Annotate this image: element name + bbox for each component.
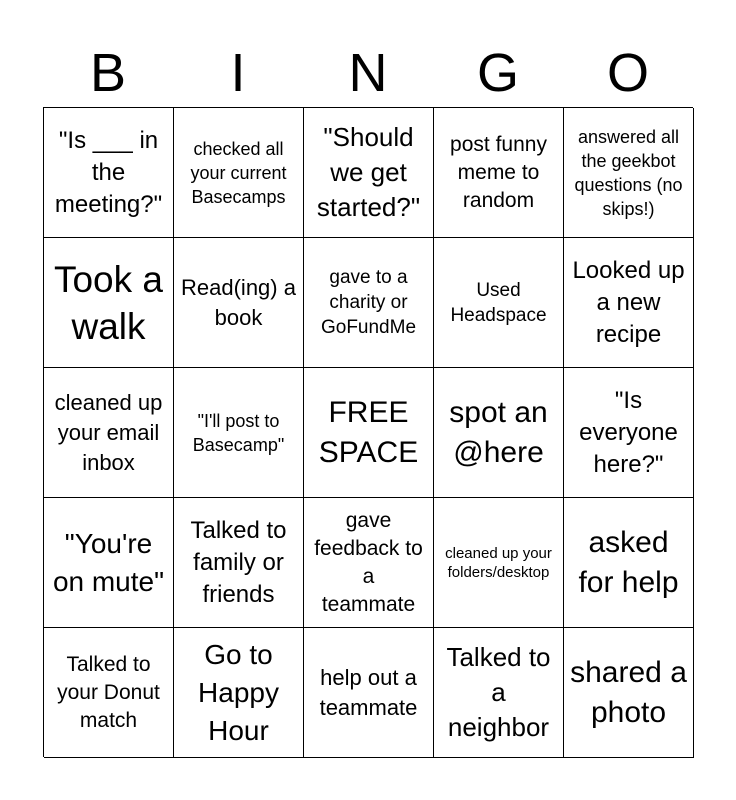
cell-text: checked all your current Basecamps bbox=[190, 138, 287, 207]
header-letter-n: N bbox=[348, 43, 388, 103]
cell-text: cleaned up your folders/desktop bbox=[445, 544, 552, 581]
cell-text: help out a teammate bbox=[319, 664, 418, 720]
cell-text: Used Headspace bbox=[450, 279, 547, 326]
bingo-cell-r2-c3[interactable] bbox=[304, 238, 434, 368]
cell-text: answered all the geekbot questions (no skips!) bbox=[574, 126, 683, 219]
bingo-cell-r3-c2[interactable] bbox=[174, 368, 304, 498]
cell-text: Looked up a new recipe bbox=[572, 256, 685, 348]
cell-text: Read(ing) a book bbox=[181, 274, 296, 330]
cell-text: post funny meme to random bbox=[450, 132, 547, 212]
cell-text: Go to Happy Hour bbox=[198, 638, 279, 746]
cell-text: "You're on mute" bbox=[52, 527, 165, 597]
bingo-cell-r2-c2[interactable] bbox=[174, 238, 304, 368]
cell-text: "Is ___ in the meeting?" bbox=[54, 126, 163, 218]
cell-text: Talked to family or friends bbox=[190, 516, 287, 608]
cell-text: gave feedback to a teammate bbox=[314, 508, 423, 616]
bingo-cell-r3-c4[interactable] bbox=[434, 368, 564, 498]
bingo-cell-r1-c2[interactable] bbox=[174, 108, 304, 238]
cell-text: "I'll post to Basecamp" bbox=[192, 410, 285, 455]
bingo-cell-r5-c5[interactable] bbox=[564, 628, 694, 758]
cell-text: "Is everyone here?" bbox=[579, 386, 678, 478]
bingo-cell-r4-c3[interactable] bbox=[304, 498, 434, 628]
bingo-cell-r3-c3[interactable] bbox=[304, 368, 434, 498]
cell-text: spot an @here bbox=[449, 395, 548, 469]
bingo-cell-r2-c4[interactable] bbox=[434, 238, 564, 368]
bingo-cell-r1-c1[interactable] bbox=[44, 108, 174, 238]
header-letter-b: B bbox=[89, 43, 127, 103]
header-letter-g: G bbox=[476, 43, 519, 103]
cell-text: Took a walk bbox=[53, 258, 163, 347]
cell-text: "Should we get started?" bbox=[316, 122, 421, 222]
bingo-cell-r3-c1[interactable] bbox=[44, 368, 174, 498]
bingo-cell-r3-c5[interactable] bbox=[564, 368, 694, 498]
bingo-cell-r5-c1[interactable] bbox=[44, 628, 174, 758]
bingo-cell-r1-c4[interactable] bbox=[434, 108, 564, 238]
bingo-grid bbox=[43, 107, 693, 757]
header-letter-i: I bbox=[230, 43, 246, 103]
cell-text: Talked to your Donut match bbox=[57, 652, 160, 732]
bingo-cell-r1-c3[interactable] bbox=[304, 108, 434, 238]
bingo-cell-r5-c3[interactable] bbox=[304, 628, 434, 758]
header-letter-o: O bbox=[606, 43, 649, 103]
cell-text: gave to a charity or GoFundMe bbox=[320, 267, 417, 338]
bingo-cell-r2-c5[interactable] bbox=[564, 238, 694, 368]
cell-text: Talked to a neighbor bbox=[446, 642, 551, 742]
cell-text: asked for help bbox=[578, 525, 679, 599]
bingo-cell-r5-c4[interactable] bbox=[434, 628, 564, 758]
cell-text: shared a photo bbox=[570, 655, 687, 729]
bingo-cell-r1-c5[interactable] bbox=[564, 108, 694, 238]
bingo-cell-r4-c2[interactable] bbox=[174, 498, 304, 628]
bingo-cell-r4-c5[interactable] bbox=[564, 498, 694, 628]
bingo-cell-r5-c2[interactable] bbox=[174, 628, 304, 758]
cell-text: cleaned up your email inbox bbox=[54, 389, 163, 475]
bingo-cell-r4-c1[interactable] bbox=[44, 498, 174, 628]
bingo-cell-r2-c1[interactable] bbox=[44, 238, 174, 368]
bingo-header bbox=[43, 40, 693, 106]
bingo-cell-r4-c4[interactable] bbox=[434, 498, 564, 628]
cell-text: FREE SPACE bbox=[318, 395, 419, 469]
